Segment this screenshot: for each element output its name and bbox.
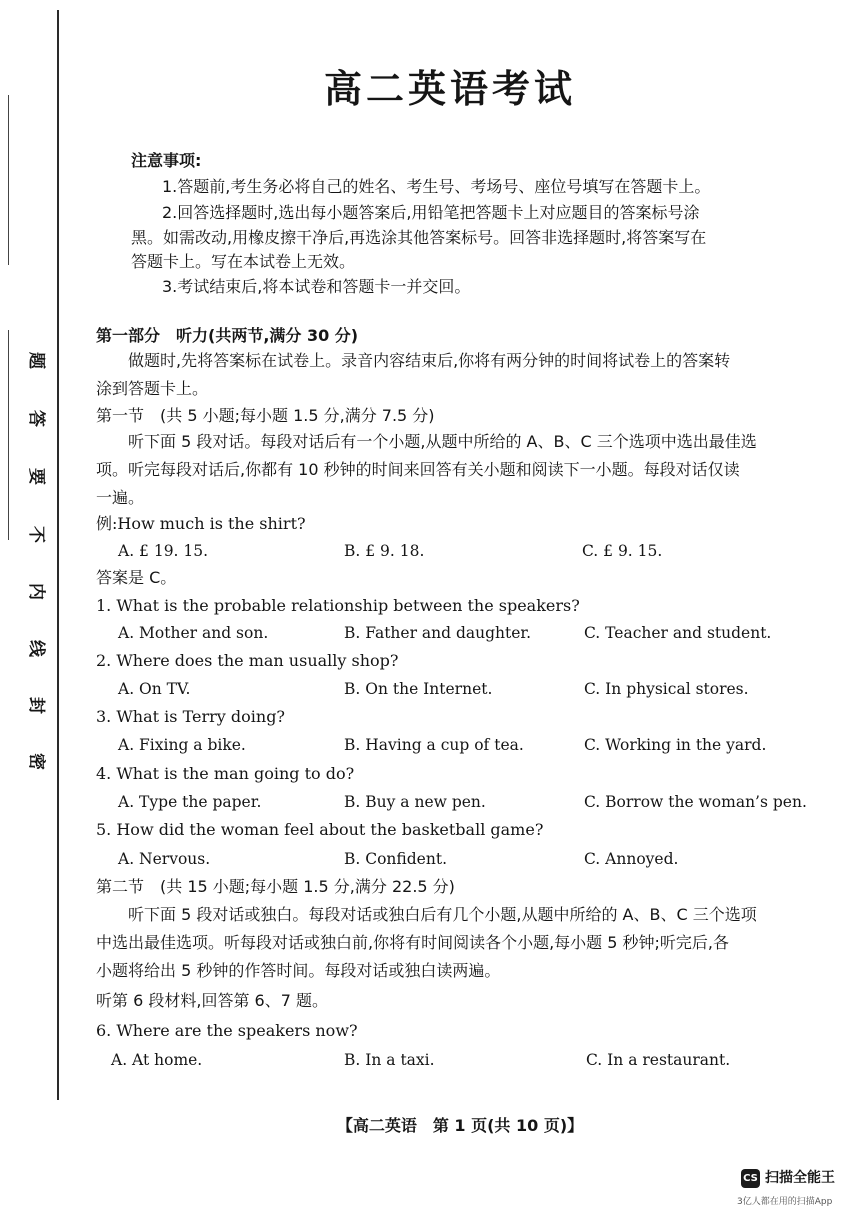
part-heading: 第一部分 听力(共两节,满分 30 分)	[96, 326, 359, 345]
question-text: 6. Where are the speakers now?	[96, 1021, 358, 1040]
answer-option: B. Confident.	[344, 850, 447, 868]
answer-option: A. Fixing a bike.	[118, 736, 246, 754]
answer-option: C. Borrow the woman’s pen.	[584, 793, 807, 811]
answer-option: B. Buy a new pen.	[344, 793, 486, 811]
notice-item: 1.答题前,考生务必将自己的姓名、考生号、考场号、座位号填写在答题卡上。	[162, 177, 711, 196]
question-text: 2. Where does the man usually shop?	[96, 651, 399, 670]
section-instructions: 项。听完每段对话后,你都有 10 秒钟的时间来回答有关小题和阅读下一小题。每段对话仅读	[96, 460, 740, 479]
binding-char: 答	[26, 410, 46, 427]
page-title: 高二英语考试	[323, 67, 576, 111]
part-instructions: 做题时,先将答案标在试卷上。录音内容结束后,你将有两分钟的时间将试卷上的答案转	[128, 351, 731, 370]
example-option: C. £ 9. 15.	[582, 542, 663, 560]
binding-edge-mark	[8, 95, 9, 265]
question-text: 3. What is Terry doing?	[96, 707, 286, 726]
binding-char: 不	[26, 526, 46, 543]
answer-option: A. At home.	[111, 1051, 203, 1069]
binding-edge-mark	[8, 330, 9, 540]
example-option: B. £ 9. 18.	[344, 542, 425, 560]
example-question: 例:How much is the shirt?	[96, 514, 306, 533]
example-answer: 答案是 C。	[96, 568, 177, 587]
answer-option: A. Nervous.	[118, 850, 211, 868]
section-instructions: 听下面 5 段对话。每段对话后有一个小题,从题中所给的 A、B、C 三个选项中选出最佳选	[128, 432, 757, 451]
section-instructions: 听下面 5 段对话或独白。每段对话或独白后有几个小题,从题中所给的 A、B、C 三个选项	[128, 905, 757, 924]
section-heading: 第二节 (共 15 小题;每小题 1.5 分,满分 22.5 分)	[96, 877, 455, 896]
answer-option: C. In a restaurant.	[586, 1051, 731, 1069]
answer-option: A. Mother and son.	[118, 624, 269, 642]
answer-option: A. On TV.	[118, 680, 191, 698]
question-text: 4. What is the man going to do?	[96, 764, 355, 783]
section-instructions: 中选出最佳选项。听每段对话或独白前,你将有时间阅读各个小题,每小题 5 秒钟;听完后,各	[96, 933, 730, 952]
binding-char: 封	[26, 697, 46, 714]
answer-option: B. Father and daughter.	[344, 624, 532, 642]
section-heading: 第一节 (共 5 小题;每小题 1.5 分,满分 7.5 分)	[96, 406, 435, 425]
binding-margin-rule	[57, 10, 59, 1100]
scanner-tagline: 3亿人都在用的扫描App	[737, 1197, 833, 1207]
material-note: 听第 6 段材料,回答第 6、7 题。	[96, 991, 328, 1010]
answer-option: B. On the Internet.	[344, 680, 493, 698]
notice-item: 2.回答选择题时,选出每小题答案后,用铅笔把答题卡上对应题目的答案标号涂	[162, 203, 700, 222]
binding-char: 密	[26, 753, 46, 770]
notice-item: 3.考试结束后,将本试卷和答题卡一并交回。	[162, 277, 471, 296]
notice-item: 答题卡上。写在本试卷上无效。	[131, 252, 356, 271]
binding-char: 线	[26, 640, 46, 657]
answer-option: B. In a taxi.	[344, 1051, 435, 1069]
binding-char: 题	[26, 352, 46, 369]
answer-option: C. In physical stores.	[584, 680, 749, 698]
binding-char: 内	[26, 583, 46, 600]
part-instructions: 涂到答题卡上。	[96, 379, 209, 398]
page-footer: 【高二英语 第 1 页(共 10 页)】	[336, 1116, 584, 1135]
question-text: 1. What is the probable relationship between the speakers?	[96, 596, 580, 615]
notice-heading: 注意事项:	[131, 151, 202, 170]
binding-char: 要	[26, 468, 46, 485]
notice-item: 黑。如需改动,用橡皮擦干净后,再选涂其他答案标号。回答非选择题时,将答案写在	[131, 228, 707, 247]
answer-option: B. Having a cup of tea.	[344, 736, 524, 754]
answer-option: A. Type the paper.	[118, 793, 262, 811]
section-instructions: 小题将给出 5 秒钟的作答时间。每段对话或独白读两遍。	[96, 961, 501, 980]
section-instructions: 一遍。	[96, 488, 145, 507]
answer-option: C. Annoyed.	[584, 850, 679, 868]
answer-option: C. Working in the yard.	[584, 736, 767, 754]
question-text: 5. How did the woman feel about the basketball game?	[96, 820, 544, 839]
scanner-logo-icon: CS	[741, 1169, 760, 1188]
example-option: A. £ 19. 15.	[118, 542, 209, 560]
scanner-app-name: 扫描全能王	[765, 1170, 835, 1186]
answer-option: C. Teacher and student.	[584, 624, 772, 642]
